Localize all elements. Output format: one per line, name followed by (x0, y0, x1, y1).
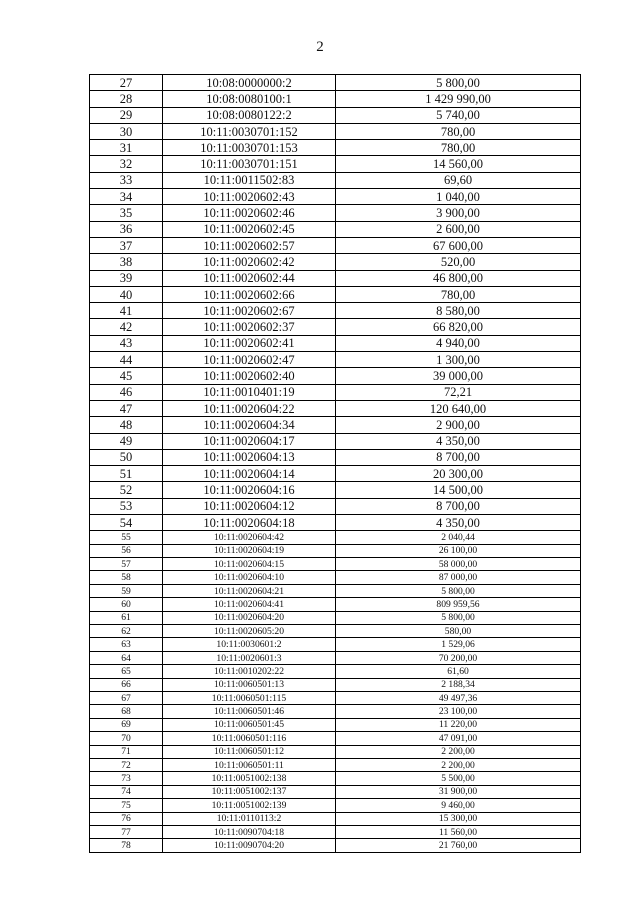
row-number-cell: 62 (90, 625, 163, 638)
value-cell: 520,00 (336, 254, 581, 270)
value-cell: 2 188,34 (336, 678, 581, 691)
value-cell: 61,60 (336, 665, 581, 678)
row-number-cell: 69 (90, 718, 163, 731)
table-row (90, 286, 581, 302)
value-cell: 15 300,00 (336, 812, 581, 825)
cadastral-number-cell: 10:11:0020602:42 (163, 254, 336, 270)
cadastral-number-cell: 10:11:0020602:57 (163, 237, 336, 253)
value-cell: 21 760,00 (336, 839, 581, 852)
table-row (90, 319, 581, 335)
table-row (90, 678, 581, 691)
row-number-cell: 36 (90, 221, 163, 237)
cadastral-number-cell: 10:11:0020602:45 (163, 221, 336, 237)
cadastral-number-cell: 10:11:0020604:10 (163, 571, 336, 584)
table-row (90, 384, 581, 400)
table-row (90, 772, 581, 785)
row-number-cell: 49 (90, 433, 163, 449)
table-row (90, 558, 581, 571)
value-cell: 1 040,00 (336, 189, 581, 205)
value-cell: 4 940,00 (336, 335, 581, 351)
cadastral-number-cell: 10:11:0090704:18 (163, 825, 336, 838)
value-cell: 2 900,00 (336, 417, 581, 433)
table-row (90, 745, 581, 758)
value-cell: 5 800,00 (336, 584, 581, 597)
row-number-cell: 42 (90, 319, 163, 335)
row-number-cell: 54 (90, 515, 163, 531)
cadastral-number-cell: 10:11:0020604:34 (163, 417, 336, 433)
table-row (90, 156, 581, 172)
table-row (90, 758, 581, 771)
cadastral-number-cell: 10:11:0020604:41 (163, 598, 336, 611)
row-number-cell: 58 (90, 571, 163, 584)
table-row (90, 303, 581, 319)
cadastral-number-cell: 10:11:0030601:2 (163, 638, 336, 651)
table-row (90, 352, 581, 368)
row-number-cell: 64 (90, 651, 163, 664)
cadastral-number-cell: 10:11:0060501:115 (163, 692, 336, 705)
cadastral-number-cell: 10:11:0020604:16 (163, 482, 336, 498)
table-row (90, 584, 581, 597)
cadastral-number-cell: 10:11:0060501:116 (163, 732, 336, 745)
row-number-cell: 67 (90, 692, 163, 705)
cadastral-number-cell: 10:08:0000000:2 (163, 75, 336, 91)
value-cell: 780,00 (336, 286, 581, 302)
table-row (90, 107, 581, 123)
cadastral-number-cell: 10:11:0011502:83 (163, 172, 336, 188)
value-cell: 1 529,06 (336, 638, 581, 651)
value-cell: 8 700,00 (336, 498, 581, 514)
row-number-cell: 78 (90, 839, 163, 852)
value-cell: 2 200,00 (336, 745, 581, 758)
table-row (90, 799, 581, 812)
value-cell: 47 091,00 (336, 732, 581, 745)
table-row (90, 718, 581, 731)
table-row (90, 705, 581, 718)
cadastral-number-cell: 10:08:0080100:1 (163, 91, 336, 107)
row-number-cell: 73 (90, 772, 163, 785)
row-number-cell: 53 (90, 498, 163, 514)
cadastral-number-cell: 10:11:0010202:22 (163, 665, 336, 678)
cadastral-number-cell: 10:11:0030701:151 (163, 156, 336, 172)
value-cell: 87 000,00 (336, 571, 581, 584)
row-number-cell: 30 (90, 123, 163, 139)
table-row (90, 651, 581, 664)
row-number-cell: 35 (90, 205, 163, 221)
table-row (90, 611, 581, 624)
row-number-cell: 29 (90, 107, 163, 123)
cadastral-number-cell: 10:11:0020602:41 (163, 335, 336, 351)
row-number-cell: 59 (90, 584, 163, 597)
cadastral-number-cell: 10:11:0020602:43 (163, 189, 336, 205)
cadastral-number-cell: 10:11:0060501:46 (163, 705, 336, 718)
row-number-cell: 31 (90, 140, 163, 156)
cadastral-number-cell: 10:08:0080122:2 (163, 107, 336, 123)
cadastral-number-cell: 10:11:0020604:13 (163, 449, 336, 465)
table-row (90, 544, 581, 557)
value-cell: 580,00 (336, 625, 581, 638)
value-cell: 67 600,00 (336, 237, 581, 253)
value-cell: 780,00 (336, 140, 581, 156)
cadastral-number-cell: 10:11:0020602:67 (163, 303, 336, 319)
table-row (90, 785, 581, 798)
cadastral-number-cell: 10:11:0010401:19 (163, 384, 336, 400)
cadastral-number-cell: 10:11:0051002:138 (163, 772, 336, 785)
value-cell: 3 900,00 (336, 205, 581, 221)
row-number-cell: 32 (90, 156, 163, 172)
table-row (90, 598, 581, 611)
value-cell: 8 580,00 (336, 303, 581, 319)
cadastral-number-cell: 10:11:0020604:18 (163, 515, 336, 531)
row-number-cell: 74 (90, 785, 163, 798)
row-number-cell: 27 (90, 75, 163, 91)
cadastral-number-cell: 10:11:0020604:42 (163, 531, 336, 544)
table-row (90, 75, 581, 91)
cadastral-number-cell: 10:11:0020602:66 (163, 286, 336, 302)
value-cell: 39 000,00 (336, 368, 581, 384)
row-number-cell: 46 (90, 384, 163, 400)
cadastral-number-cell: 10:11:0020602:44 (163, 270, 336, 286)
row-number-cell: 70 (90, 732, 163, 745)
value-cell: 58 000,00 (336, 558, 581, 571)
cadastral-number-cell: 10:11:0060501:11 (163, 758, 336, 771)
cadastral-number-cell: 10:11:0060501:13 (163, 678, 336, 691)
row-number-cell: 51 (90, 466, 163, 482)
row-number-cell: 39 (90, 270, 163, 286)
cadastral-number-cell: 10:11:0020604:19 (163, 544, 336, 557)
cadastral-number-cell: 10:11:0020602:46 (163, 205, 336, 221)
cadastral-number-cell: 10:11:0020604:15 (163, 558, 336, 571)
row-number-cell: 76 (90, 812, 163, 825)
value-cell: 780,00 (336, 123, 581, 139)
table-row (90, 254, 581, 270)
value-cell: 9 460,00 (336, 799, 581, 812)
row-number-cell: 56 (90, 544, 163, 557)
row-number-cell: 72 (90, 758, 163, 771)
row-number-cell: 77 (90, 825, 163, 838)
table-row (90, 400, 581, 416)
value-cell: 72,21 (336, 384, 581, 400)
value-cell: 5 500,00 (336, 772, 581, 785)
table-row (90, 123, 581, 139)
cadastral-number-cell: 10:11:0051002:139 (163, 799, 336, 812)
row-number-cell: 34 (90, 189, 163, 205)
cadastral-number-cell: 10:11:0020604:21 (163, 584, 336, 597)
row-number-cell: 37 (90, 237, 163, 253)
row-number-cell: 38 (90, 254, 163, 270)
row-number-cell: 75 (90, 799, 163, 812)
table-row (90, 433, 581, 449)
cadastral-number-cell: 10:11:0060501:45 (163, 718, 336, 731)
table-row (90, 665, 581, 678)
table-row (90, 531, 581, 544)
cadastral-number-cell: 10:11:0020601:3 (163, 651, 336, 664)
table-row (90, 205, 581, 221)
value-cell: 5 800,00 (336, 75, 581, 91)
cadastral-number-cell: 10:11:0020602:47 (163, 352, 336, 368)
value-cell: 809 959,56 (336, 598, 581, 611)
row-number-cell: 43 (90, 335, 163, 351)
table-row (90, 189, 581, 205)
value-cell: 66 820,00 (336, 319, 581, 335)
cadastral-number-cell: 10:11:0030701:152 (163, 123, 336, 139)
value-cell: 2 040,44 (336, 531, 581, 544)
table-row (90, 482, 581, 498)
cadastral-value-table (89, 74, 581, 853)
cadastral-number-cell: 10:11:0090704:20 (163, 839, 336, 852)
cadastral-number-cell: 10:11:0110113:2 (163, 812, 336, 825)
table-row (90, 638, 581, 651)
row-number-cell: 63 (90, 638, 163, 651)
cadastral-number-cell: 10:11:0020604:17 (163, 433, 336, 449)
value-cell: 1 300,00 (336, 352, 581, 368)
value-cell: 5 800,00 (336, 611, 581, 624)
table-row (90, 91, 581, 107)
value-cell: 2 600,00 (336, 221, 581, 237)
table-row (90, 449, 581, 465)
row-number-cell: 68 (90, 705, 163, 718)
value-cell: 120 640,00 (336, 400, 581, 416)
row-number-cell: 65 (90, 665, 163, 678)
value-cell: 26 100,00 (336, 544, 581, 557)
table-row (90, 692, 581, 705)
row-number-cell: 40 (90, 286, 163, 302)
value-cell: 23 100,00 (336, 705, 581, 718)
value-cell: 5 740,00 (336, 107, 581, 123)
table-row (90, 571, 581, 584)
table-row (90, 839, 581, 852)
value-cell: 1 429 990,00 (336, 91, 581, 107)
table-row (90, 368, 581, 384)
value-cell: 46 800,00 (336, 270, 581, 286)
table-row (90, 140, 581, 156)
table-row (90, 335, 581, 351)
table-row (90, 732, 581, 745)
page-number: 2 (316, 39, 324, 55)
value-cell: 14 560,00 (336, 156, 581, 172)
table-row (90, 466, 581, 482)
value-cell: 4 350,00 (336, 515, 581, 531)
value-cell: 2 200,00 (336, 758, 581, 771)
row-number-cell: 52 (90, 482, 163, 498)
table-row (90, 515, 581, 531)
row-number-cell: 57 (90, 558, 163, 571)
row-number-cell: 44 (90, 352, 163, 368)
row-number-cell: 41 (90, 303, 163, 319)
cadastral-number-cell: 10:11:0030701:153 (163, 140, 336, 156)
cadastral-number-cell: 10:11:0020604:20 (163, 611, 336, 624)
table-row (90, 812, 581, 825)
row-number-cell: 48 (90, 417, 163, 433)
row-number-cell: 45 (90, 368, 163, 384)
table-row (90, 625, 581, 638)
cadastral-number-cell: 10:11:0020604:14 (163, 466, 336, 482)
row-number-cell: 61 (90, 611, 163, 624)
value-cell: 14 500,00 (336, 482, 581, 498)
value-cell: 70 200,00 (336, 651, 581, 664)
row-number-cell: 50 (90, 449, 163, 465)
value-cell: 4 350,00 (336, 433, 581, 449)
cadastral-number-cell: 10:11:0020602:40 (163, 368, 336, 384)
table-row (90, 221, 581, 237)
table-row (90, 417, 581, 433)
row-number-cell: 28 (90, 91, 163, 107)
cadastral-number-cell: 10:11:0060501:12 (163, 745, 336, 758)
cadastral-number-cell: 10:11:0020604:22 (163, 400, 336, 416)
table-row (90, 270, 581, 286)
table-row (90, 825, 581, 838)
value-cell: 31 900,00 (336, 785, 581, 798)
value-cell: 8 700,00 (336, 449, 581, 465)
value-cell: 69,60 (336, 172, 581, 188)
value-cell: 49 497,36 (336, 692, 581, 705)
row-number-cell: 47 (90, 400, 163, 416)
table-row (90, 498, 581, 514)
table-row (90, 237, 581, 253)
table-body (90, 75, 581, 853)
cadastral-number-cell: 10:11:0051002:137 (163, 785, 336, 798)
value-cell: 11 220,00 (336, 718, 581, 731)
value-cell: 20 300,00 (336, 466, 581, 482)
row-number-cell: 33 (90, 172, 163, 188)
row-number-cell: 55 (90, 531, 163, 544)
table-row (90, 172, 581, 188)
value-cell: 11 560,00 (336, 825, 581, 838)
row-number-cell: 60 (90, 598, 163, 611)
row-number-cell: 66 (90, 678, 163, 691)
row-number-cell: 71 (90, 745, 163, 758)
cadastral-number-cell: 10:11:0020602:37 (163, 319, 336, 335)
cadastral-number-cell: 10:11:0020604:12 (163, 498, 336, 514)
cadastral-number-cell: 10:11:0020605:20 (163, 625, 336, 638)
